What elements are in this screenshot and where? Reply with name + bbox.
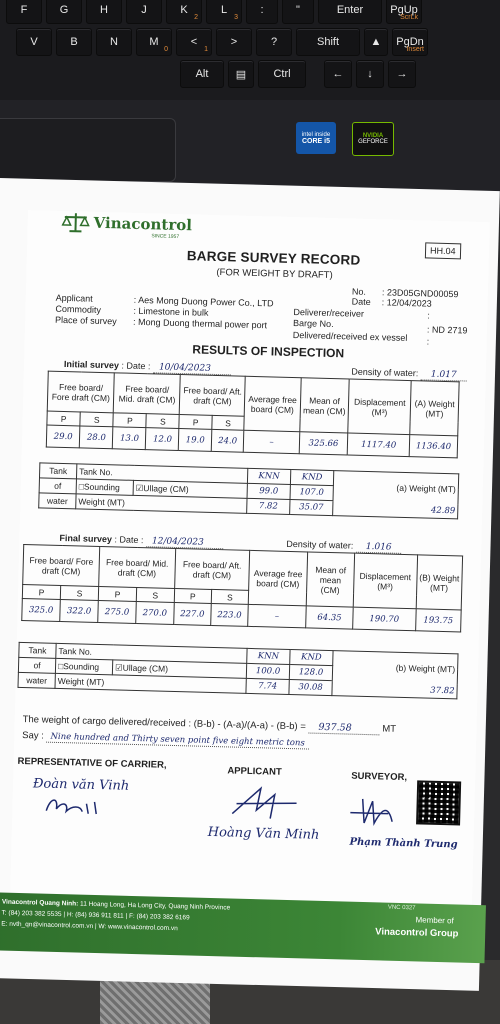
key-g: G — [46, 0, 82, 24]
key-ctrl: Ctrl — [258, 60, 306, 88]
intel-sticker: intel inside CORE i5 — [296, 122, 336, 154]
key-v: V — [16, 28, 52, 56]
initial-a-weight-value: 42.89 — [333, 501, 458, 519]
key-shift: Shift — [296, 28, 360, 56]
key-period: > — [216, 28, 252, 56]
place-value: : Mong Duong thermal power port — [132, 316, 268, 331]
key-colon: : — [246, 0, 278, 24]
final-tank-table: Tank Tank No. KNN KND (b) Weight (MT) of □Sounding ☑Ullage (CM) 100.0 128.0 water Weight (MT) 7.74 30.08 37.82 — [17, 642, 458, 700]
surveyor-name: Phạm Thành Trung — [349, 836, 458, 851]
delivered-label: Delivered/received ex vessel — [292, 329, 408, 343]
no-label: No. — [351, 286, 367, 297]
initial-survey-line: Initial survey : Date : 10/04/2023 Density of water: 1.017 — [64, 359, 467, 381]
key-down-arrow: ↓ — [356, 60, 384, 88]
final-values-row: 325.0 322.0 275.0 270.0 227.0 223.0 – 64.35 190.70 193.75 — [22, 598, 461, 631]
key-pgup: PgUp ScrLk — [386, 0, 422, 24]
initial-values-row: 29.0 28.0 13.0 12.0 19.0 24.0 – 325.66 1117.40 1136.40 — [46, 425, 457, 458]
key-comma: < 1 — [176, 28, 212, 56]
surveyor-signature-mark — [348, 793, 409, 831]
qr-code — [416, 780, 461, 825]
vnc-number: VNC 0327 — [387, 904, 416, 912]
final-date-value: 12/04/2023 — [146, 536, 224, 549]
initial-tank-table: Tank Tank No. KNN KND (a) Weight (MT) of □Sounding ☑Ullage (CM) 99.0 107.0 water Weight (MT) 7.82 35.07 42.89 — [38, 462, 459, 519]
footer-tel: T: (84) 203 382 5535 | H: (84) 936 911 811 | F: (84) 203 382 6169 — [1, 909, 190, 922]
cargo-weight-value: 937.58 — [308, 722, 380, 736]
form-code: HH.04 — [425, 242, 461, 259]
initial-date-value: 10/04/2023 — [153, 362, 231, 375]
no-value: : 23D05GND00059 — [381, 287, 459, 300]
commodity-label: Commodity — [55, 303, 102, 315]
final-survey-label: Final survey — [59, 532, 113, 545]
applicant-label: Applicant — [55, 292, 93, 304]
key-pgdn: PgDn Insert — [392, 28, 428, 56]
barge-value: : ND 2719 — [426, 324, 468, 336]
applicant-signature-mark — [226, 783, 307, 825]
carrier-label: REPRESENTATIVE OF CARRIER, — [17, 755, 167, 771]
place-label: Place of survey — [55, 314, 117, 327]
footer-email: E: nvth_qn@vinacontrol.com.vn | W: www.vinacontrol.com.vn — [1, 920, 178, 933]
key-f: F — [6, 0, 42, 24]
delivered-value: : — [426, 336, 430, 347]
key-alt: Alt — [180, 60, 224, 88]
touchpad — [0, 118, 176, 182]
key-up-arrow: ▲ — [364, 28, 388, 56]
laptop-keyboard — [0, 0, 500, 100]
cargo-weight-line: The weight of cargo delivered/received : (B-b) - (A-a)/(A-a) - (B-b) = 937.58 MT — [22, 714, 397, 735]
initial-survey-label: Initial survey — [63, 358, 120, 371]
applicant-name: Hoàng Văn Minh — [207, 824, 320, 843]
date-value: : 12/04/2023 — [381, 297, 432, 309]
key-k: K 2 — [166, 0, 202, 24]
key-left-arrow: ← — [324, 60, 352, 88]
deliverer-value: : — [427, 310, 431, 321]
commodity-value: : Limestone in bulk — [133, 305, 209, 318]
initial-draft-table: Free board/ Fore draft (CM) Free board/ Mid. draft (CM) Free board/ Aft. draft (CM) Average free board (CM) Mean of mean (CM) Displacement (M³) (A) Weight (MT) P S P S P S 29.0 28.0 13.0 12.0 19.0 24.0 – 325.66 1117.40 1136.40 — [46, 371, 460, 459]
results-title: RESULTS OF INSPECTION — [192, 342, 345, 361]
say-value: Nine hundred and Thirty seven point five eight metric tons — [46, 732, 309, 750]
applicant-sign-label: APPLICANT — [227, 765, 282, 778]
applicant-value: : Aes Mong Duong Power Co., LTD — [133, 294, 274, 309]
footer-group: Vinacontrol Group — [375, 926, 459, 940]
surveyor-label: SURVEYOR, — [351, 770, 408, 784]
barge-survey-document — [1, 210, 490, 962]
company-since: SINCE 1957 — [151, 233, 180, 240]
key-menu: ▤ — [228, 60, 254, 88]
company-name: Vinacontrol — [93, 213, 193, 235]
key-n: N — [96, 28, 132, 56]
key-j: J — [126, 0, 162, 24]
scales-icon — [61, 211, 90, 234]
final-density-value: 1.016 — [356, 542, 402, 554]
key-quote: " — [282, 0, 314, 24]
key-m: M 0 — [136, 28, 172, 56]
footer-branch-line: Vinacontrol Quang Ninh: 11 Hoang Long, Ha Long City, Quang Ninh Province — [1, 898, 231, 912]
key-b: B — [56, 28, 92, 56]
carrier-signature-mark — [42, 795, 113, 819]
final-draft-table: Free board/ Fore draft (CM) Free board/ Mid. draft (CM) Free board/ Aft. draft (CM) Average free board (CM) Mean of mean (CM) Displacement (M³) (B) Weight (MT) P S P S P S 325.0 322.0 275.0 270.0 227.0 223.0 – 64.35 190.70 193.75 — [21, 544, 463, 632]
key-l: L 3 — [206, 0, 242, 24]
say-line: Say : Nine hundred and Thirty seven point five eight metric tons — [22, 730, 309, 749]
key-h: H — [86, 0, 122, 24]
vinacontrol-logo — [61, 211, 90, 239]
deliverer-label: Deliverer/receiver — [293, 306, 365, 319]
final-b-weight-value: 37.82 — [332, 681, 457, 699]
key-right-arrow: → — [388, 60, 416, 88]
document-title: BARGE SURVEY RECORD — [186, 248, 361, 268]
initial-density-value: 1.017 — [421, 369, 467, 381]
carrier-signature: Đoàn văn Vinh — [32, 776, 130, 794]
barge-label: Barge No. — [293, 317, 334, 330]
nvidia-sticker: NVIDIA GEFORCE — [352, 122, 394, 156]
date-label: Date — [351, 296, 371, 308]
final-survey-line: Final survey : Date : 12/04/2023 Density of water: 1.016 — [59, 533, 401, 553]
key-enter: Enter — [318, 0, 382, 24]
footer-member-of: Member of — [415, 915, 454, 926]
key-slash: ? — [256, 28, 292, 56]
document-subtitle: (FOR WEIGHT BY DRAFT) — [216, 266, 333, 281]
